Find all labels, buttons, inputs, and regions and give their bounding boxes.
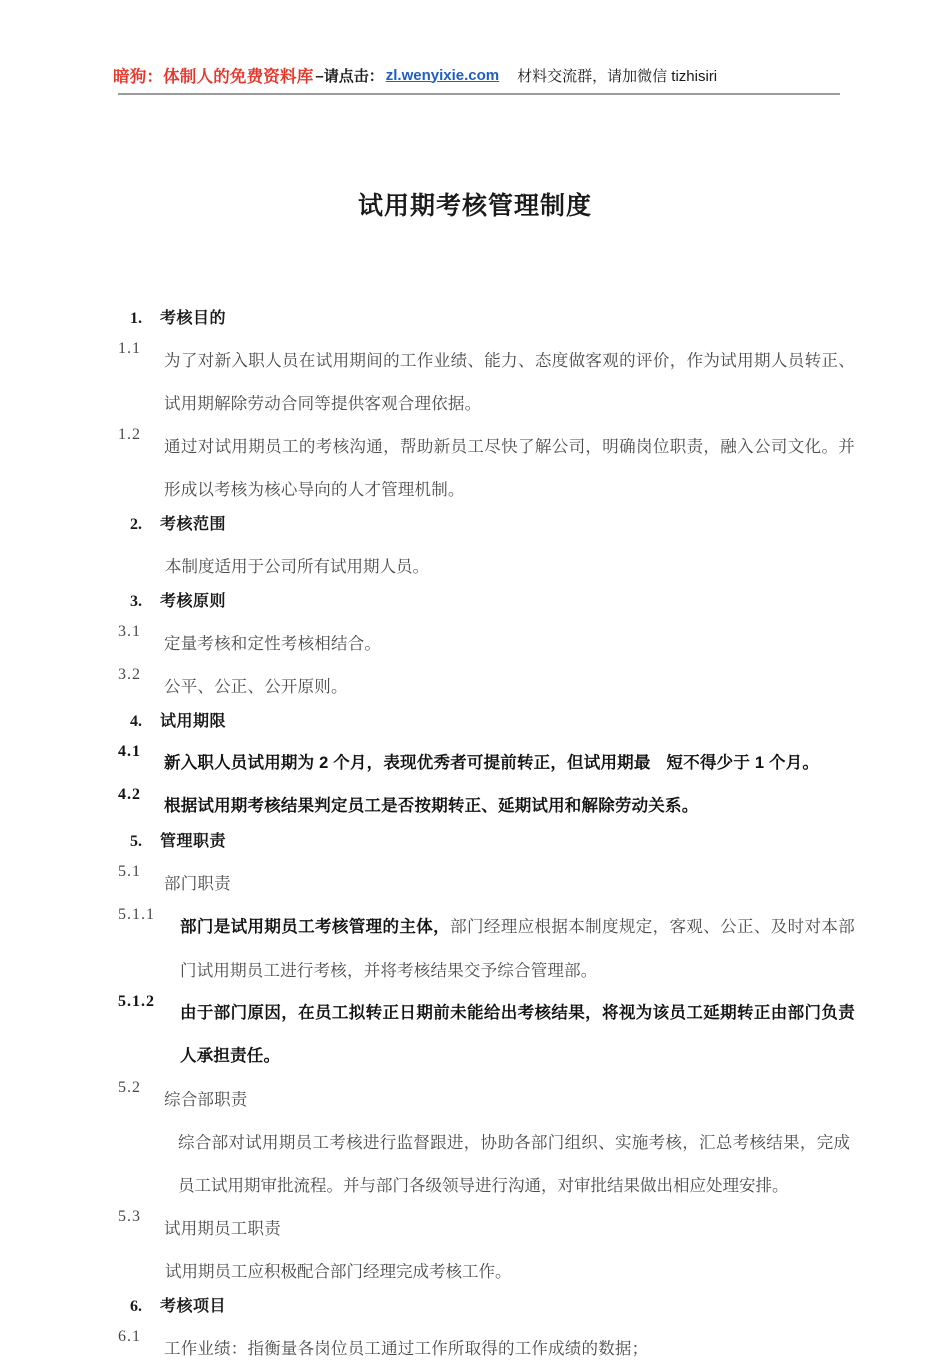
- section-heading-2: [0, 511, 950, 545]
- item-number: 5.2: [118, 1079, 141, 1096]
- item-text: 根据试用期考核结果判定员工是否按期转正、延期试用和解除劳动关系。: [164, 797, 699, 815]
- section-title: 考核原则: [160, 593, 227, 610]
- item-number: 3.2: [118, 666, 141, 683]
- item-number: 4.1: [118, 743, 141, 760]
- item-text: 由于部门原因，在员工拟转正日期前未能给出考核结果，将视为该员工延期转正由部门负责人承担责任。: [180, 1004, 855, 1065]
- item-text: 试用期员工职责: [164, 1219, 281, 1238]
- promo-header-banner: [113, 58, 840, 92]
- item-text: 部门职责: [164, 874, 231, 893]
- item-number: 5.1.2: [118, 993, 155, 1010]
- section-title: 考核目的: [160, 310, 227, 327]
- item-text: [180, 905, 855, 992]
- section-2-paragraph: 本制度适用于公司所有试用期人员。: [165, 557, 429, 576]
- item-text-part-b: 短不得少于 1 个月。: [666, 754, 820, 772]
- item-4-2: [0, 785, 950, 828]
- item-number: 5.1.1: [118, 906, 155, 923]
- section-heading-5: [0, 828, 950, 862]
- item-1-2: [0, 425, 950, 511]
- promo-red-text: 暗狗：体制人的免费资料库: [113, 68, 314, 86]
- item-1-1: [0, 339, 950, 425]
- section-number: 5.: [130, 833, 142, 850]
- item-text-part-a: 新入职人员试用期为 2 个月，表现优秀者可提前转正，但试用期最: [164, 754, 651, 772]
- item-text: 综合部职责: [164, 1090, 248, 1109]
- item-3-1: [0, 622, 950, 665]
- section-title: 考核范围: [160, 516, 227, 533]
- item-text: 为了对新入职人员在试用期间的工作业绩、能力、态度做客观的评价，作为试用期人员转正、试用期解除劳动合同等提供客观合理依据。: [164, 351, 855, 413]
- item-4-1: [0, 742, 950, 785]
- section-number: 2.: [130, 516, 142, 533]
- section-number: 6.: [130, 1298, 142, 1315]
- item-text-bold: 部门是试用期员工考核管理的主体，: [180, 918, 451, 936]
- item-number: 5.3: [118, 1208, 141, 1225]
- item-number: 3.1: [118, 623, 141, 640]
- item-number: 1.2: [118, 426, 141, 443]
- item-5-1-2: [0, 992, 950, 1078]
- item-5-1: [0, 862, 950, 905]
- section-5-2-paragraph: 综合部对试用期员工考核进行监督跟进，协助各部门组织、实施考核，汇总考核结果，完成员工试用期审批流程。并与部门各级领导进行沟通，对审批结果做出相应处理安排。: [178, 1133, 850, 1195]
- document-body: [0, 305, 950, 1370]
- section-heading-1: [0, 305, 950, 339]
- section-title: 试用期限: [160, 713, 227, 730]
- promo-link[interactable]: zl.wenyixie.com: [385, 66, 500, 84]
- item-5-3: [0, 1207, 950, 1250]
- section-title: 考核项目: [160, 1298, 227, 1315]
- item-number: 5.1: [118, 863, 141, 880]
- item-number: 6.1: [118, 1328, 141, 1345]
- section-title: 管理职责: [160, 833, 227, 850]
- item-number: 4.2: [118, 786, 141, 803]
- item-5-1-1: [0, 905, 950, 992]
- section-number: 1.: [130, 310, 142, 327]
- item-text: 工作业绩：指衡量各岗位员工通过工作所取得的工作成绩的数据；: [164, 1339, 649, 1358]
- promo-click-label: –请点击：: [315, 67, 384, 85]
- item-text-rest: 部门经理应根据本制度规定，客观、公正、及时对本部门试用期员工进行考核，并将考核结果交予综合管理部。: [180, 917, 855, 980]
- section-heading-4: [0, 708, 950, 742]
- section-heading-6: [0, 1293, 950, 1327]
- section-number: 3.: [130, 593, 142, 610]
- section-number: 4.: [130, 713, 142, 730]
- promo-wechat-text: 材料交流群，请加微信 tizhisiri: [517, 67, 718, 85]
- header-divider: [118, 93, 840, 95]
- item-number: 1.1: [118, 340, 141, 357]
- item-text: 公平、公正、公开原则。: [164, 677, 348, 696]
- item-text: 定量考核和定性考核相结合。: [164, 634, 382, 653]
- page-title: 试用期考核管理制度: [357, 192, 592, 220]
- section-5-3-paragraph: 试用期员工应积极配合部门经理完成考核工作。: [165, 1262, 512, 1281]
- item-text: [164, 742, 855, 785]
- item-3-2: [0, 665, 950, 708]
- item-text: 通过对试用期员工的考核沟通，帮助新员工尽快了解公司，明确岗位职责，融入公司文化。并形成以考核为核心导向的人才管理机制。: [164, 437, 855, 499]
- section-heading-3: [0, 588, 950, 622]
- item-5-2: [0, 1078, 950, 1121]
- item-6-1: [0, 1327, 950, 1370]
